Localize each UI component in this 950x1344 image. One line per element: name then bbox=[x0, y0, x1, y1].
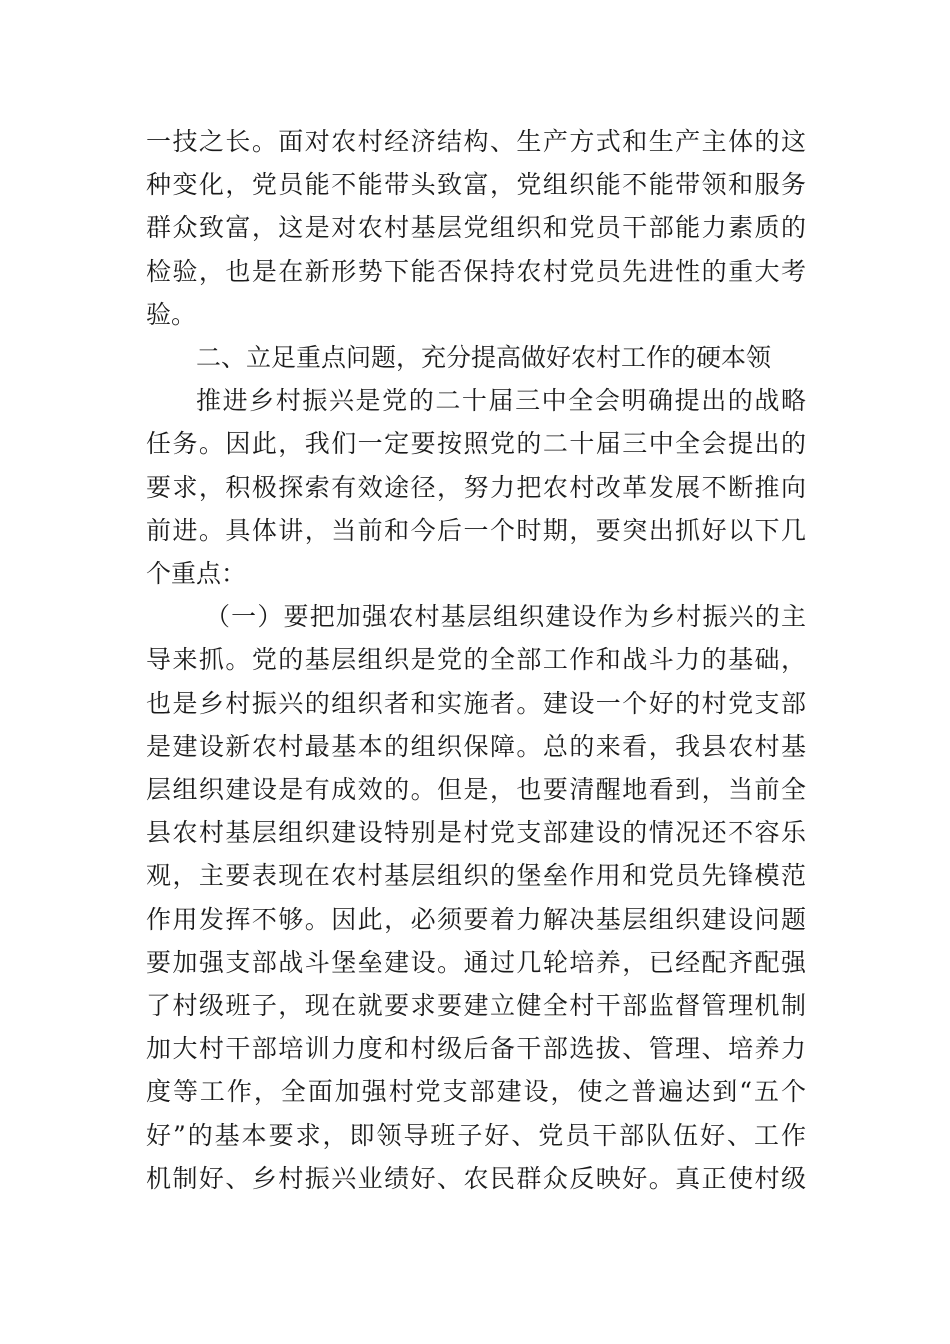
text-line: 了村级班子，现在就要求要建立健全村干部监督管理机制 bbox=[146, 991, 806, 1020]
text-line: 任务。因此，我们一定要按照党的二十届三中全会提出的 bbox=[146, 429, 806, 459]
text-line: 群众致富，这是对农村基层党组织和党员干部能力素质的 bbox=[146, 213, 806, 243]
text-line: 推进乡村振兴是党的二十届三中全会明确提出的战略 bbox=[196, 386, 806, 416]
text-line: 个重点： bbox=[146, 559, 247, 588]
text-line: 作用发挥不够。因此，必须要着力解决基层组织建设问题 bbox=[146, 904, 806, 934]
text-line: 种变化，党员能不能带头致富，党组织能不能带领和服务 bbox=[146, 170, 806, 200]
text-line: 县农村基层组织建设特别是村党支部建设的情况还不容乐 bbox=[146, 818, 806, 848]
text-line: 一技之长。面对农村经济结构、生产方式和生产主体的这 bbox=[146, 127, 806, 156]
text-line: 加大村干部培训力度和村级后备干部选拔、管理、培养力 bbox=[146, 1034, 806, 1064]
text-line: 要加强支部战斗堡垒建设。通过几轮培养，已经配齐配强 bbox=[146, 947, 806, 977]
text-line: 观，主要表现在农村基层组织的堡垒作用和党员先锋模范 bbox=[146, 861, 806, 891]
text-line: 导来抓。党的基层组织是党的全部工作和战斗力的基础， bbox=[146, 645, 806, 675]
text-line: 机制好、乡村振兴业绩好、农民群众反映好。真正使村级 bbox=[146, 1163, 806, 1193]
text-line: 度等工作，全面加强村党支部建设，使之普遍达到“五个 bbox=[146, 1077, 806, 1107]
text-line: 好”的基本要求，即领导班子好、党员干部队伍好、工作 bbox=[146, 1120, 806, 1150]
text-line: 要求，积极探索有效途径，努力把农村改革发展不断推向 bbox=[146, 472, 806, 502]
text-line: 检验，也是在新形势下能否保持农村党员先进性的重大考 bbox=[146, 256, 806, 286]
text-line: 二、立足重点问题，充分提高做好农村工作的硬本领 bbox=[196, 343, 772, 372]
text-line: 前进。具体讲，当前和今后一个时期，要突出抓好以下几 bbox=[146, 515, 806, 545]
text-line: 层组织建设是有成效的。但是，也要清醒地看到，当前全 bbox=[146, 775, 806, 804]
text-line: 是建设新农村最基本的组织保障。总的来看，我县农村基 bbox=[146, 731, 806, 761]
text-line: （一）要把加强农村基层组织建设作为乡村振兴的主 bbox=[205, 602, 806, 632]
text-line: 也是乡村振兴的组织者和实施者。建设一个好的村党支部 bbox=[146, 688, 806, 718]
text-line: 验。 bbox=[146, 299, 197, 329]
